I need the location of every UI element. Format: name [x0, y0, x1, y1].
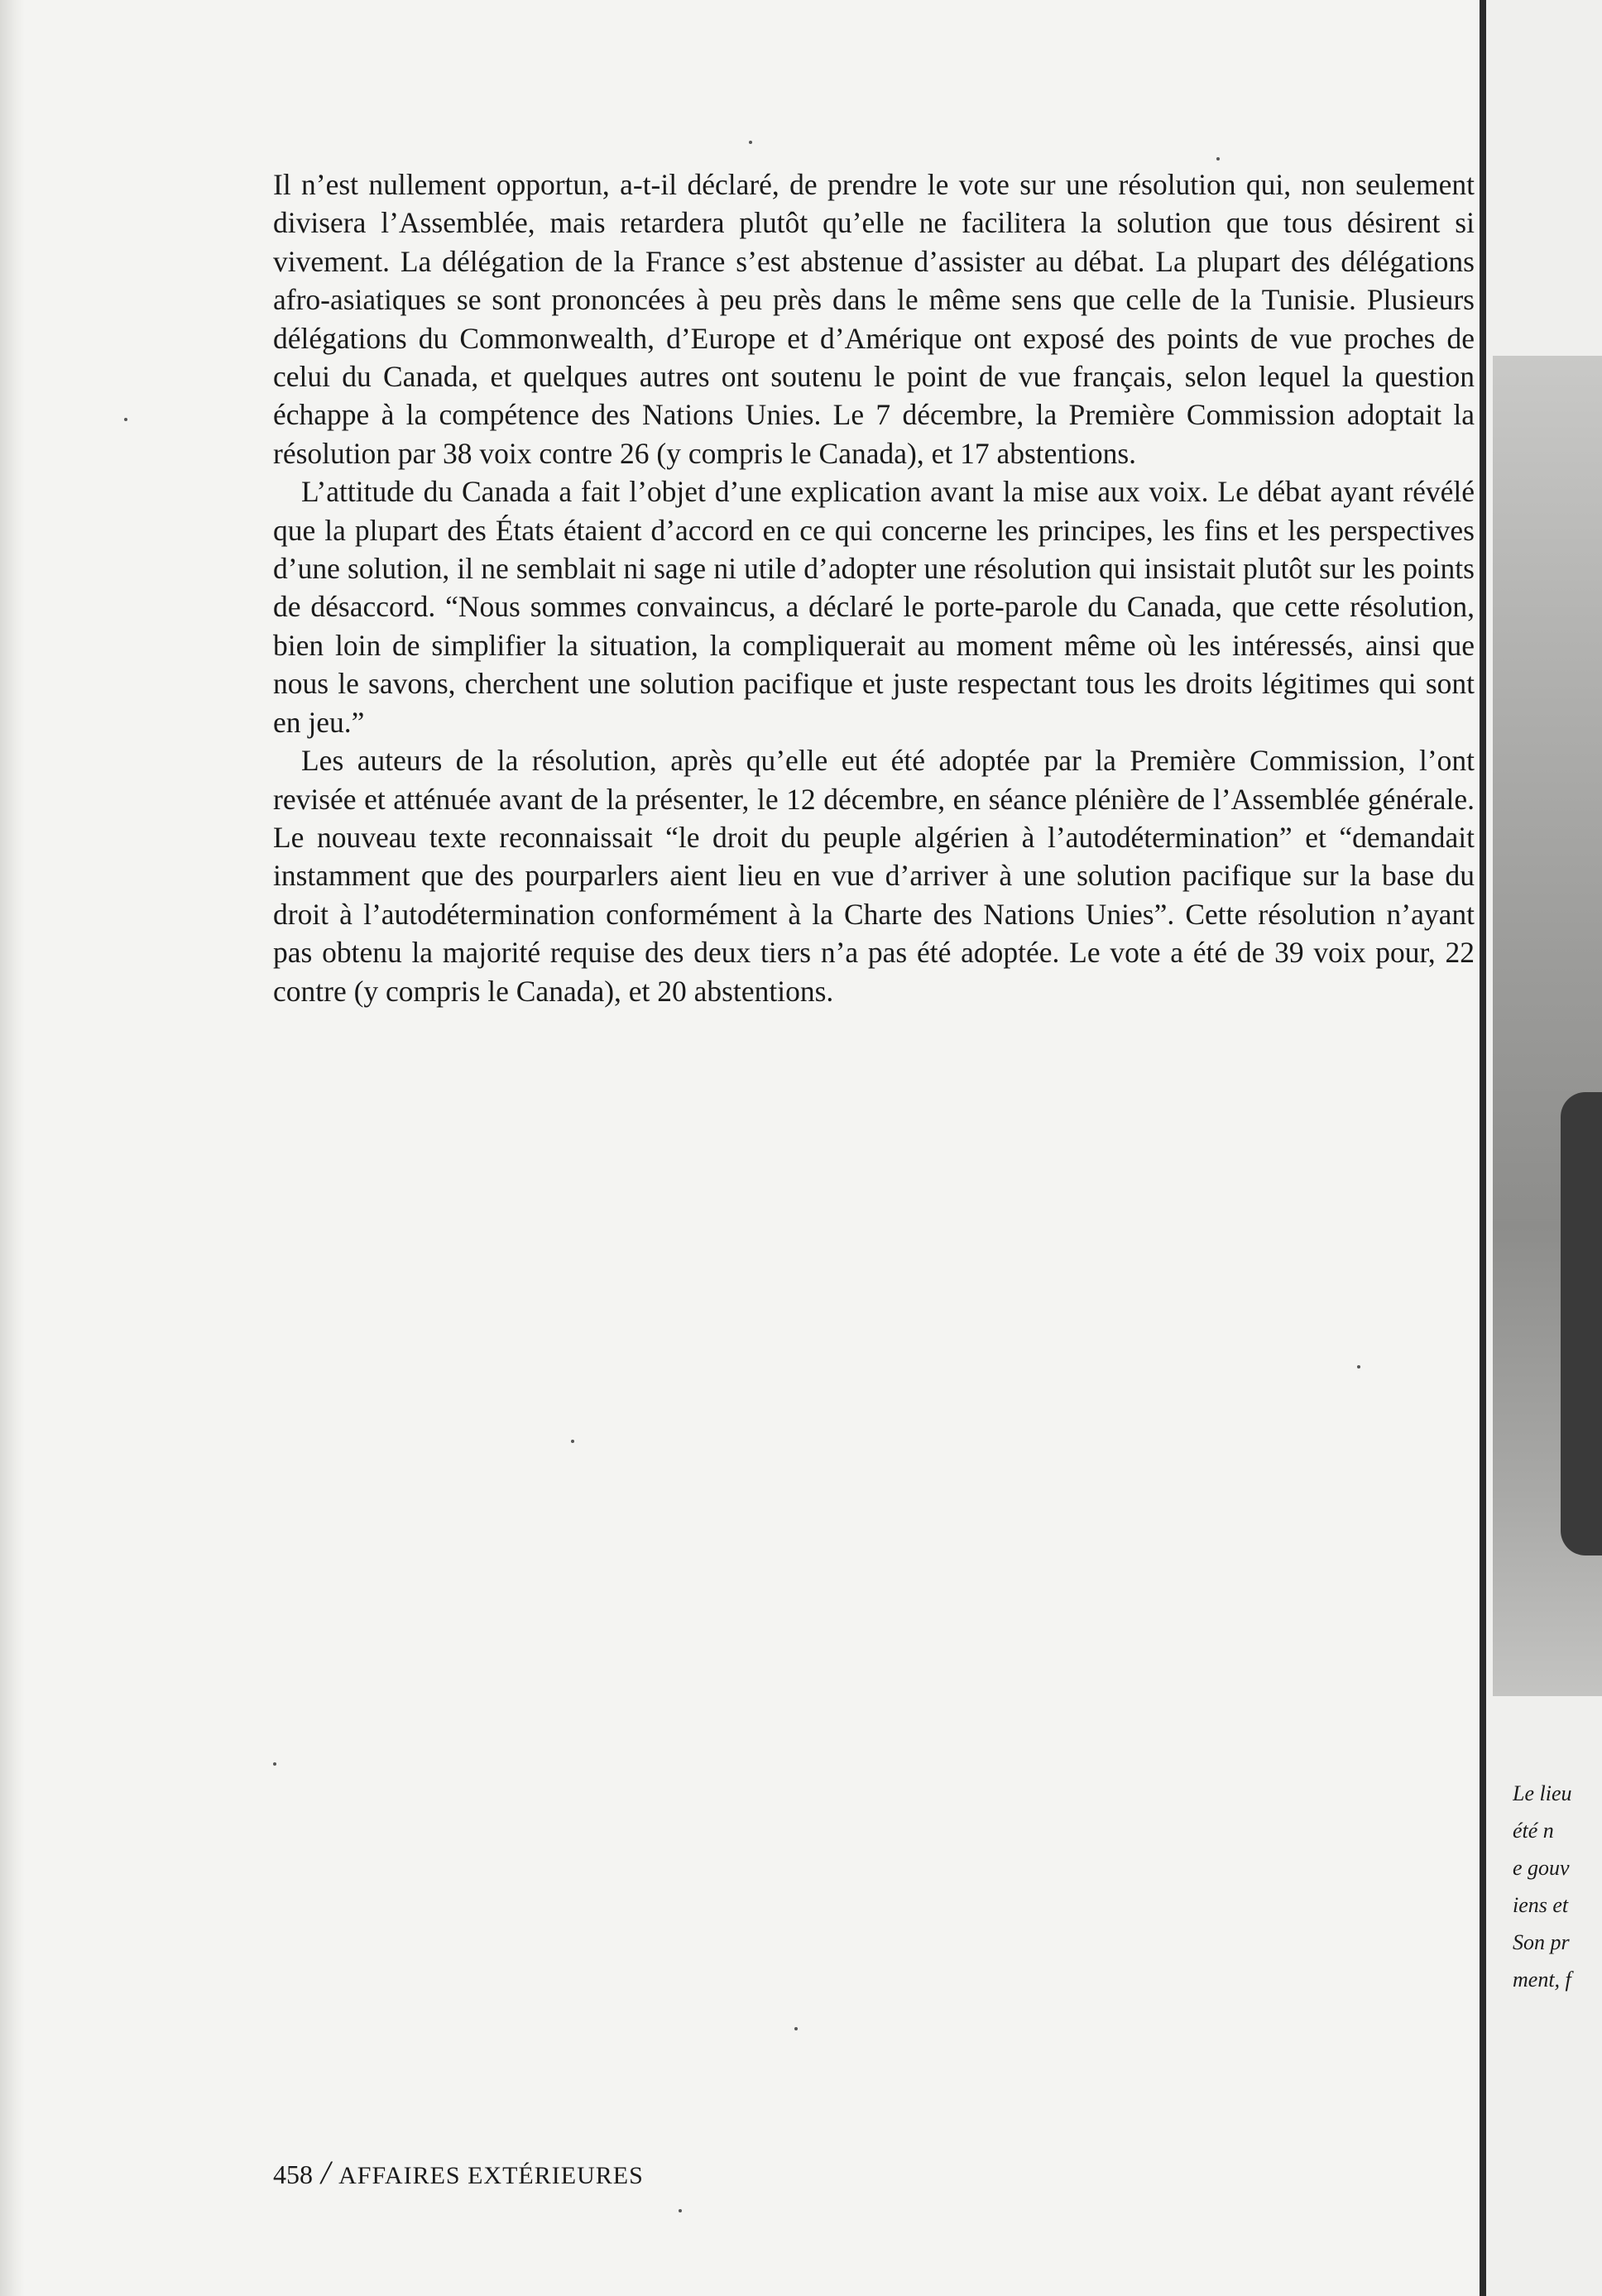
binding-shadow: [0, 0, 25, 2296]
page-number: 458: [273, 2159, 313, 2189]
scan-speck: [794, 2027, 798, 2030]
scan-speck: [1216, 157, 1220, 161]
adjacent-photo-figure: [1561, 1092, 1602, 1555]
footer-separator: /: [321, 2154, 331, 2191]
scan-speck: [273, 1762, 276, 1766]
page-footer: [273, 2156, 644, 2193]
article-body: [273, 165, 1475, 1010]
caption-line: Son pr: [1513, 1930, 1570, 1954]
journal-title: AFFAIRES EXTÉRIEURES: [338, 2162, 644, 2189]
page-gutter-divider: [1480, 0, 1486, 2296]
caption-line: e gouv: [1513, 1856, 1570, 1880]
adjacent-page-strip: [1486, 0, 1602, 2296]
scan-speck: [679, 2209, 682, 2212]
scan-speck: [1357, 1365, 1360, 1368]
paragraph-2: L’attitude du Canada a fait l’objet d’une explication avant la mise aux voix. Le débat ayant révélé que la plupart des États étaient d’accord en ce qui concerne les principes, les fins et les perspectives d’une solution, il ne semblait ni sage ni utile d’adopter une résolution qui insistait plutôt sur les points de désaccord. “Nous sommes convaincus, a déclaré le porte-parole du Canada, que cette résolution, bien loin de simplifier la situation, la compliquerait au moment même où les intéressés, ainsi que nous le savons, cherchent une solution pacifique et juste respectant tous les droits légitimes qui sont en jeu.”: [273, 475, 1475, 739]
scan-speck: [571, 1440, 574, 1443]
paragraph-1: Il n’est nullement opportun, a-t-il déclaré, de prendre le vote sur une résolution qui, non seulement divisera l’Assemblée, mais retardera plutôt qu’elle ne facilitera la solution que tous désirent si vivement. La délégation de la France s’est abstenue d’assister au débat. La plupart des délégations afro-asiatiques se sont prononcées à peu près dans le même sens que celle de la Tunisie. Plusieurs délégations du Commonwealth, d’Europe et d’Amérique ont exposé des points de vue proches de celui du Canada, et quelques autres ont soutenu le point de vue français, selon lequel la question échappe à la compétence des Nations Unies. Le 7 décembre, la Première Commission adoptait la résolution par 38 voix contre 26 (y compris le Canada), et 17 abstentions.: [273, 168, 1475, 470]
adjacent-page-caption: [1513, 1775, 1602, 1998]
caption-line: iens et: [1513, 1893, 1569, 1917]
caption-line: été n: [1513, 1819, 1554, 1843]
caption-line: Le lieu: [1513, 1781, 1572, 1805]
scan-speck: [124, 418, 127, 421]
caption-line: ment, f: [1513, 1968, 1571, 1992]
paragraph-3: Les auteurs de la résolution, après qu’elle eut été adoptée par la Première Commission, l’ont revisée et atténuée avant de la présenter, le 12 décembre, en séance plénière de l’Assemblée générale. Le nouveau texte reconnaissait “le droit du peuple algérien à l’autodétermination” et “demandait instamment que des pourparlers aient lieu en vue d’arriver à une solution pacifique sur la base du droit à l’autodétermination conformément à la Charte des Nations Unies”. Cette résolution n’ayant pas obtenu la majorité requise des deux tiers n’a pas été adoptée. Le vote a été de 39 voix pour, 22 contre (y compris le Canada), et 20 abstentions.: [273, 744, 1475, 1008]
scan-speck: [749, 141, 752, 144]
